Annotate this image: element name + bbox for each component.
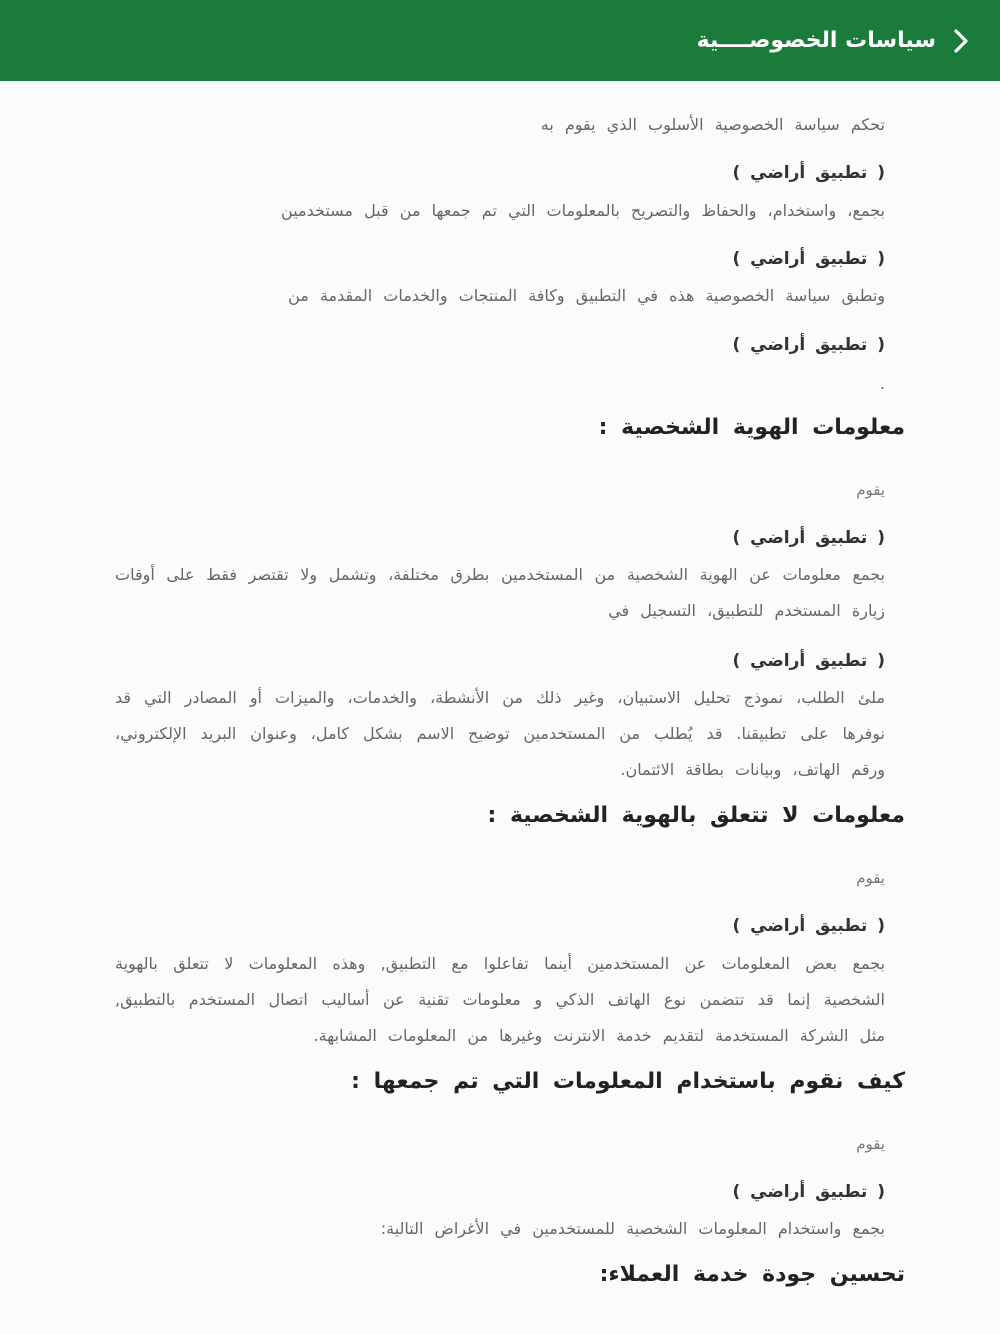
paragraph-personal-info: بجمع معلومات عن الهوية الشخصية من المستخدمين بطرق مختلفة، وتشمل ولا تقتصر فقط على أوقات زيارة المستخدم للتطبيق، التسجيل في xyxy=(115,565,885,620)
yaqum-text: يقوم xyxy=(856,1135,885,1153)
period-text: . xyxy=(879,374,885,393)
app-name-label: ( تطبيق أراضي ) xyxy=(732,249,885,269)
section-heading-customer-service: تحسين جودة خدمة العملاء: xyxy=(599,1262,905,1287)
paragraph-form-info: ملئ الطلب، نموذج تحليل الاستبيان، وغير ذلك من الأنشطة، والخدمات، والميزات أو المصادر التي قد نوفرها على تطبيقنا. قد يُطلب من المستخدمين توضيح الاسم بشكل كامل، وعنوان البريد الإلكتروني، ورقم الهاتف، وبيانات بطاقة الائتمان. xyxy=(115,688,885,779)
app-name-label: ( تطبيق أراضي ) xyxy=(732,916,885,936)
section-heading-usage: كيف نقوم باستخدام المعلومات التي تم جمعها : xyxy=(351,1069,905,1094)
app-name-label: ( تطبيق أراضي ) xyxy=(732,1182,885,1202)
yaqum-text: يقوم xyxy=(856,481,885,499)
paragraph-scope: وتطبق سياسة الخصوصية هذه في التطبيق وكافة المنتجات والخدمات المقدمة من xyxy=(288,286,885,305)
section-heading-personal-info: معلومات الهوية الشخصية : xyxy=(598,415,905,440)
page-title: سياسات الخصوصــــية xyxy=(696,28,936,53)
intro-text: تحكم سياسة الخصوصية الأسلوب الذي يقوم به xyxy=(540,115,885,134)
yaqum-text: يقوم xyxy=(856,869,885,887)
app-name-label: ( تطبيق أراضي ) xyxy=(732,651,885,671)
app-name-label: ( تطبيق أراضي ) xyxy=(732,335,885,355)
paragraph-non-personal-info: بجمع بعض المعلومات عن المستخدمين أينما تفاعلوا مع التطبيق, وهذه المعلومات لا تتعلق بالهوية الشخصية إنما قد تتضمن نوع الهاتف الذكي و معلومات تقنية عن أساليب اتصال المستخدم بالتطبيق, مثل الشركة المستخدمة لتقديم خدمة الانترنت وغيرها من المعلومات المشابهة. xyxy=(115,954,885,1045)
section-heading-non-personal-info: معلومات لا تتعلق بالهوية الشخصية : xyxy=(487,803,905,828)
back-button[interactable] xyxy=(950,26,972,56)
app-name-label: ( تطبيق أراضي ) xyxy=(732,163,885,183)
policy-content[interactable] xyxy=(0,81,1000,1334)
chevron-right-icon xyxy=(953,28,969,54)
paragraph-collection: بجمع، واستخدام، والحفاظ والتصريح بالمعلومات التي تم جمعها من قبل مستخدمين xyxy=(281,201,885,220)
app-name-label: ( تطبيق أراضي ) xyxy=(732,528,885,548)
app-bar xyxy=(0,0,1000,81)
paragraph-usage: بجمع واستخدام المعلومات الشخصية للمستخدمين في الأغراض التالية: xyxy=(380,1219,885,1238)
